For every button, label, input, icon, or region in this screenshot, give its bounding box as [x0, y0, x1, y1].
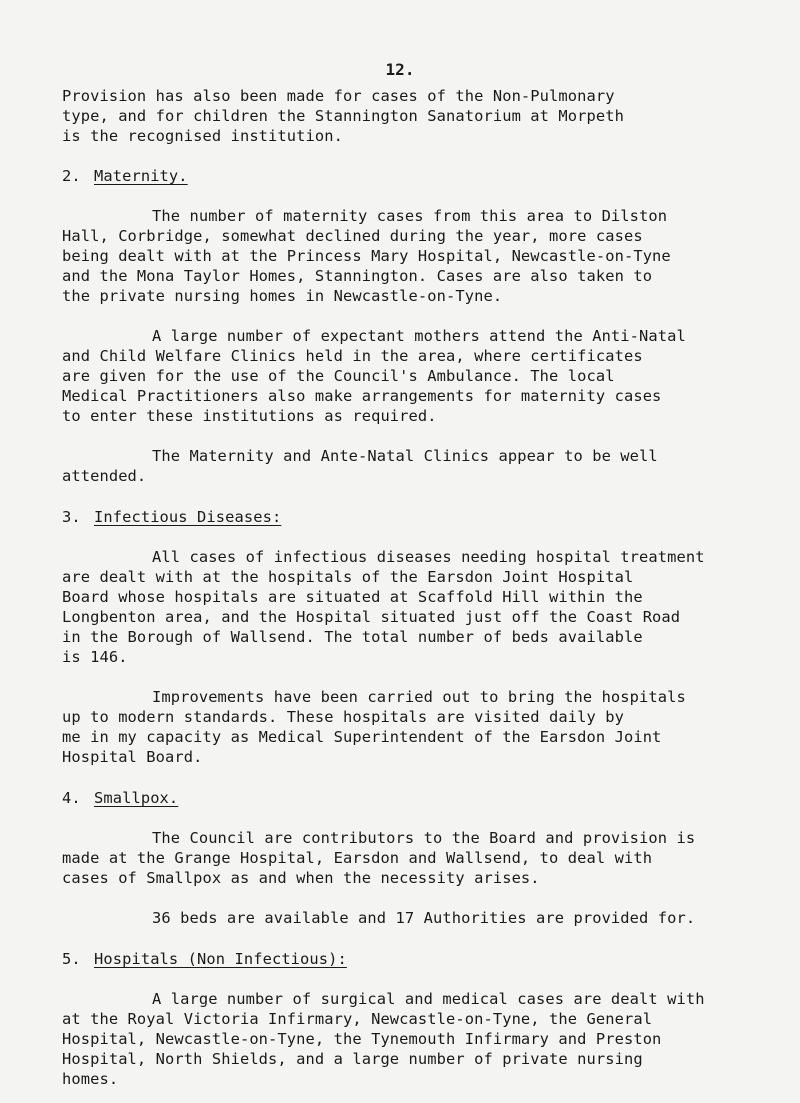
page-number: 12.: [385, 60, 415, 79]
section-title: Hospitals (Non Infectious):: [94, 950, 347, 968]
paragraph: All cases of infectious diseases needing hospital treatment are dealt with at the hospitals of the Earsdon Joint Hospital Board whose hospitals are situated at Scaffold Hill within the Longbenton area, and the Hospital situated just off the Coast Road in the Borough of Wallsend. The total number of beds available is 146.: [62, 548, 705, 666]
section-heading-smallpox: [62, 788, 752, 808]
section-number: 2.: [62, 167, 81, 185]
section-number: 3.: [62, 508, 81, 526]
section-title: Infectious Diseases:: [94, 508, 282, 526]
paragraph: The Council are contributors to the Board and provision is made at the Grange Hospital, Earsdon and Wallsend, to deal with cases of Smallpox as and when the necessity arises.: [62, 829, 696, 887]
paragraph: A large number of expectant mothers attend the Anti-Natal and Child Welfare Clinics held in the area, where certificates are given for the use of the Council's Ambulance. The local Medical Practitioners also make arrangements for maternity cases to enter these institutions as required.: [62, 327, 686, 425]
section-heading-infectious-diseases: [62, 507, 752, 527]
section-title: Maternity.: [94, 167, 188, 185]
section-number: 5.: [62, 950, 81, 968]
section-heading-maternity: [62, 166, 752, 186]
section-title: Smallpox.: [94, 789, 179, 807]
paragraph: 36 beds are available and 17 Authorities are provided for.: [152, 909, 696, 927]
paragraph: A large number of surgical and medical cases are dealt with at the Royal Victoria Infirmary, Newcastle-on-Tyne, the General Hospital, Newcastle-on-Tyne, the Tynemouth Infirmary and Preston Hospital, North Shields, and a large number of private nursing homes.: [62, 990, 705, 1088]
section-heading-hospitals-non-infectious: [62, 949, 752, 969]
paragraph: Improvements have been carried out to bring the hospitals up to modern standards. These hospitals are visited daily by me in my capacity as Medical Superintendent of the Earsdon Joint Hospital Board.: [62, 688, 686, 766]
paragraph: The Maternity and Ante-Natal Clinics appear to be well attended.: [62, 447, 658, 485]
intro-paragraph: Provision has also been made for cases of the Non-Pulmonary type, and for children the Stannington Sanatorium at Morpeth is the recognised institution.: [62, 87, 624, 145]
paragraph: The number of maternity cases from this area to Dilston Hall, Corbridge, somewhat declined during the year, more cases being dealt with at the Princess Mary Hospital, Newcastle-on-Tyne and the Mona Taylor Homes, Stannington. Cases are also taken to the private nursing homes in Newcastle-on-Tyne.: [62, 207, 671, 305]
document-body: [62, 86, 752, 1089]
section-number: 4.: [62, 789, 81, 807]
